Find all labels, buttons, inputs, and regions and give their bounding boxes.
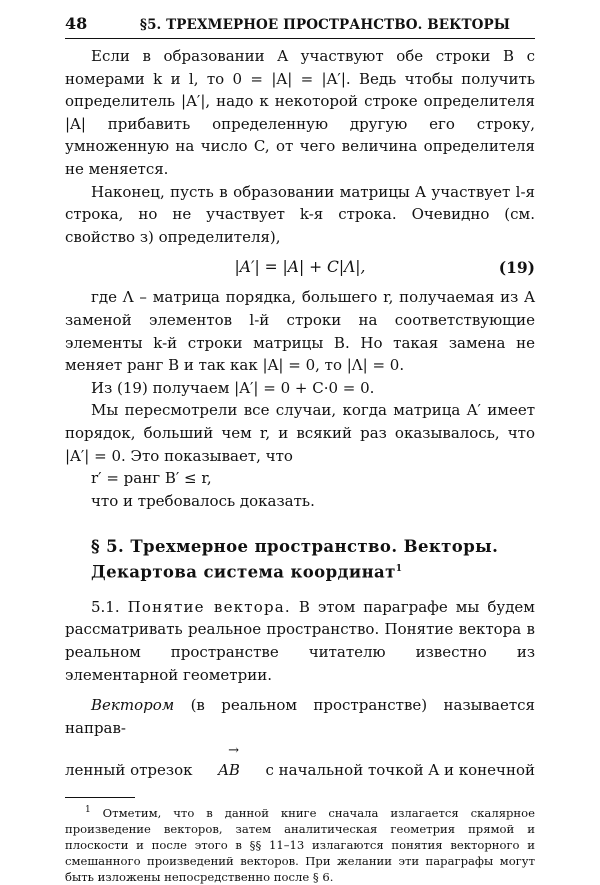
section-title-line-1: § 5. Трехмерное пространство. Векторы. bbox=[91, 537, 499, 557]
subsection-number: 5.1. bbox=[91, 597, 120, 616]
running-title: §5. ТРЕХМЕРНОЕ ПРОСТРАНСТВО. ВЕКТОРЫ bbox=[139, 17, 511, 33]
page-number: 48 bbox=[65, 14, 88, 33]
vector-ab bbox=[218, 743, 240, 780]
formula-19-expression: |A′| = |A| + C|Λ|, bbox=[234, 258, 366, 277]
section-title-line-2 bbox=[65, 558, 535, 584]
paragraph-5: Мы пересмотрели все случаи, когда матрица A′ имеет порядок, больший чем r, и всякий раз оказывалось, что |A′| = 0. Это показывает, что bbox=[65, 401, 535, 465]
book-page bbox=[65, 14, 535, 885]
definition-line-start: ленный отрезок bbox=[65, 761, 193, 780]
footnote bbox=[65, 802, 535, 885]
definition-term: Вектором bbox=[91, 696, 175, 715]
header-rule bbox=[65, 38, 535, 39]
paragraph-3: где Λ – матрица порядка, большего r, получаемая из A заменой элементов l-й строки на соответствующие элементы k-й строки матрицы B. Но такая замена не меняет ранг B и так как |A| = 0, то |Λ| = 0. bbox=[65, 288, 535, 375]
definition-paragraph bbox=[65, 694, 535, 739]
definition-vector-line bbox=[65, 745, 535, 779]
section-gap bbox=[65, 512, 535, 536]
paragraph-1: Если в образовании A участвуют обе строки B с номерами k и l, то 0 = |A| = |A′|. Ведь чтобы получить определитель |A′|, надо к некоторой строке определителя |A| прибавить определенную другую его строку, умноженную на число C, от чего величина определителя не меняется. bbox=[65, 47, 535, 178]
paragraph-6: что и требовалось доказать. bbox=[91, 491, 315, 510]
section-title-footnote-mark: 1 bbox=[395, 564, 403, 575]
subsection-text: В этом параграфе мы будем рассматривать реальное пространство. Понятие вектора в реальном пространстве читателю известно из элементарной геометрии. bbox=[65, 597, 535, 684]
subsection-title: Понятие вектора. bbox=[127, 597, 291, 616]
vector-arrow-icon: → bbox=[228, 743, 239, 759]
section-title-text-2: Декартова система координат bbox=[91, 562, 396, 582]
footnote-mark: 1 bbox=[85, 805, 91, 816]
formula-19-number: (19) bbox=[498, 257, 535, 277]
vector-label: AB bbox=[218, 761, 240, 780]
paragraph-2: Наконец, пусть в образовании матрицы A участвует l-я строка, но не участвует k-я строка. Очевидно (см. свойство з) определителя), bbox=[65, 182, 535, 246]
formula-19 bbox=[65, 252, 535, 282]
formula-rank: r′ = ранг B′ ≤ r, bbox=[91, 469, 212, 488]
definition-text: (в реальном пространстве) называется направ- bbox=[65, 696, 535, 737]
subsection-paragraph bbox=[65, 596, 535, 686]
page-header bbox=[65, 14, 535, 36]
footnote-text: Отметим, что в данной книге сначала излагается скалярное произведение векторов, затем аналитическая геометрия прямой и плоскости и после этого в §§ 11–13 излагаются понятия векторного и смешанного произведений векторов. При желании эти параграфы могут быть изложены непосредственно после § 6. bbox=[65, 806, 535, 885]
footnote-rule bbox=[65, 797, 135, 798]
definition-line-end: с начальной точкой A и конечной bbox=[265, 761, 535, 780]
paragraph-4: Из (19) получаем |A′| = 0 + C·0 = 0. bbox=[91, 378, 375, 397]
